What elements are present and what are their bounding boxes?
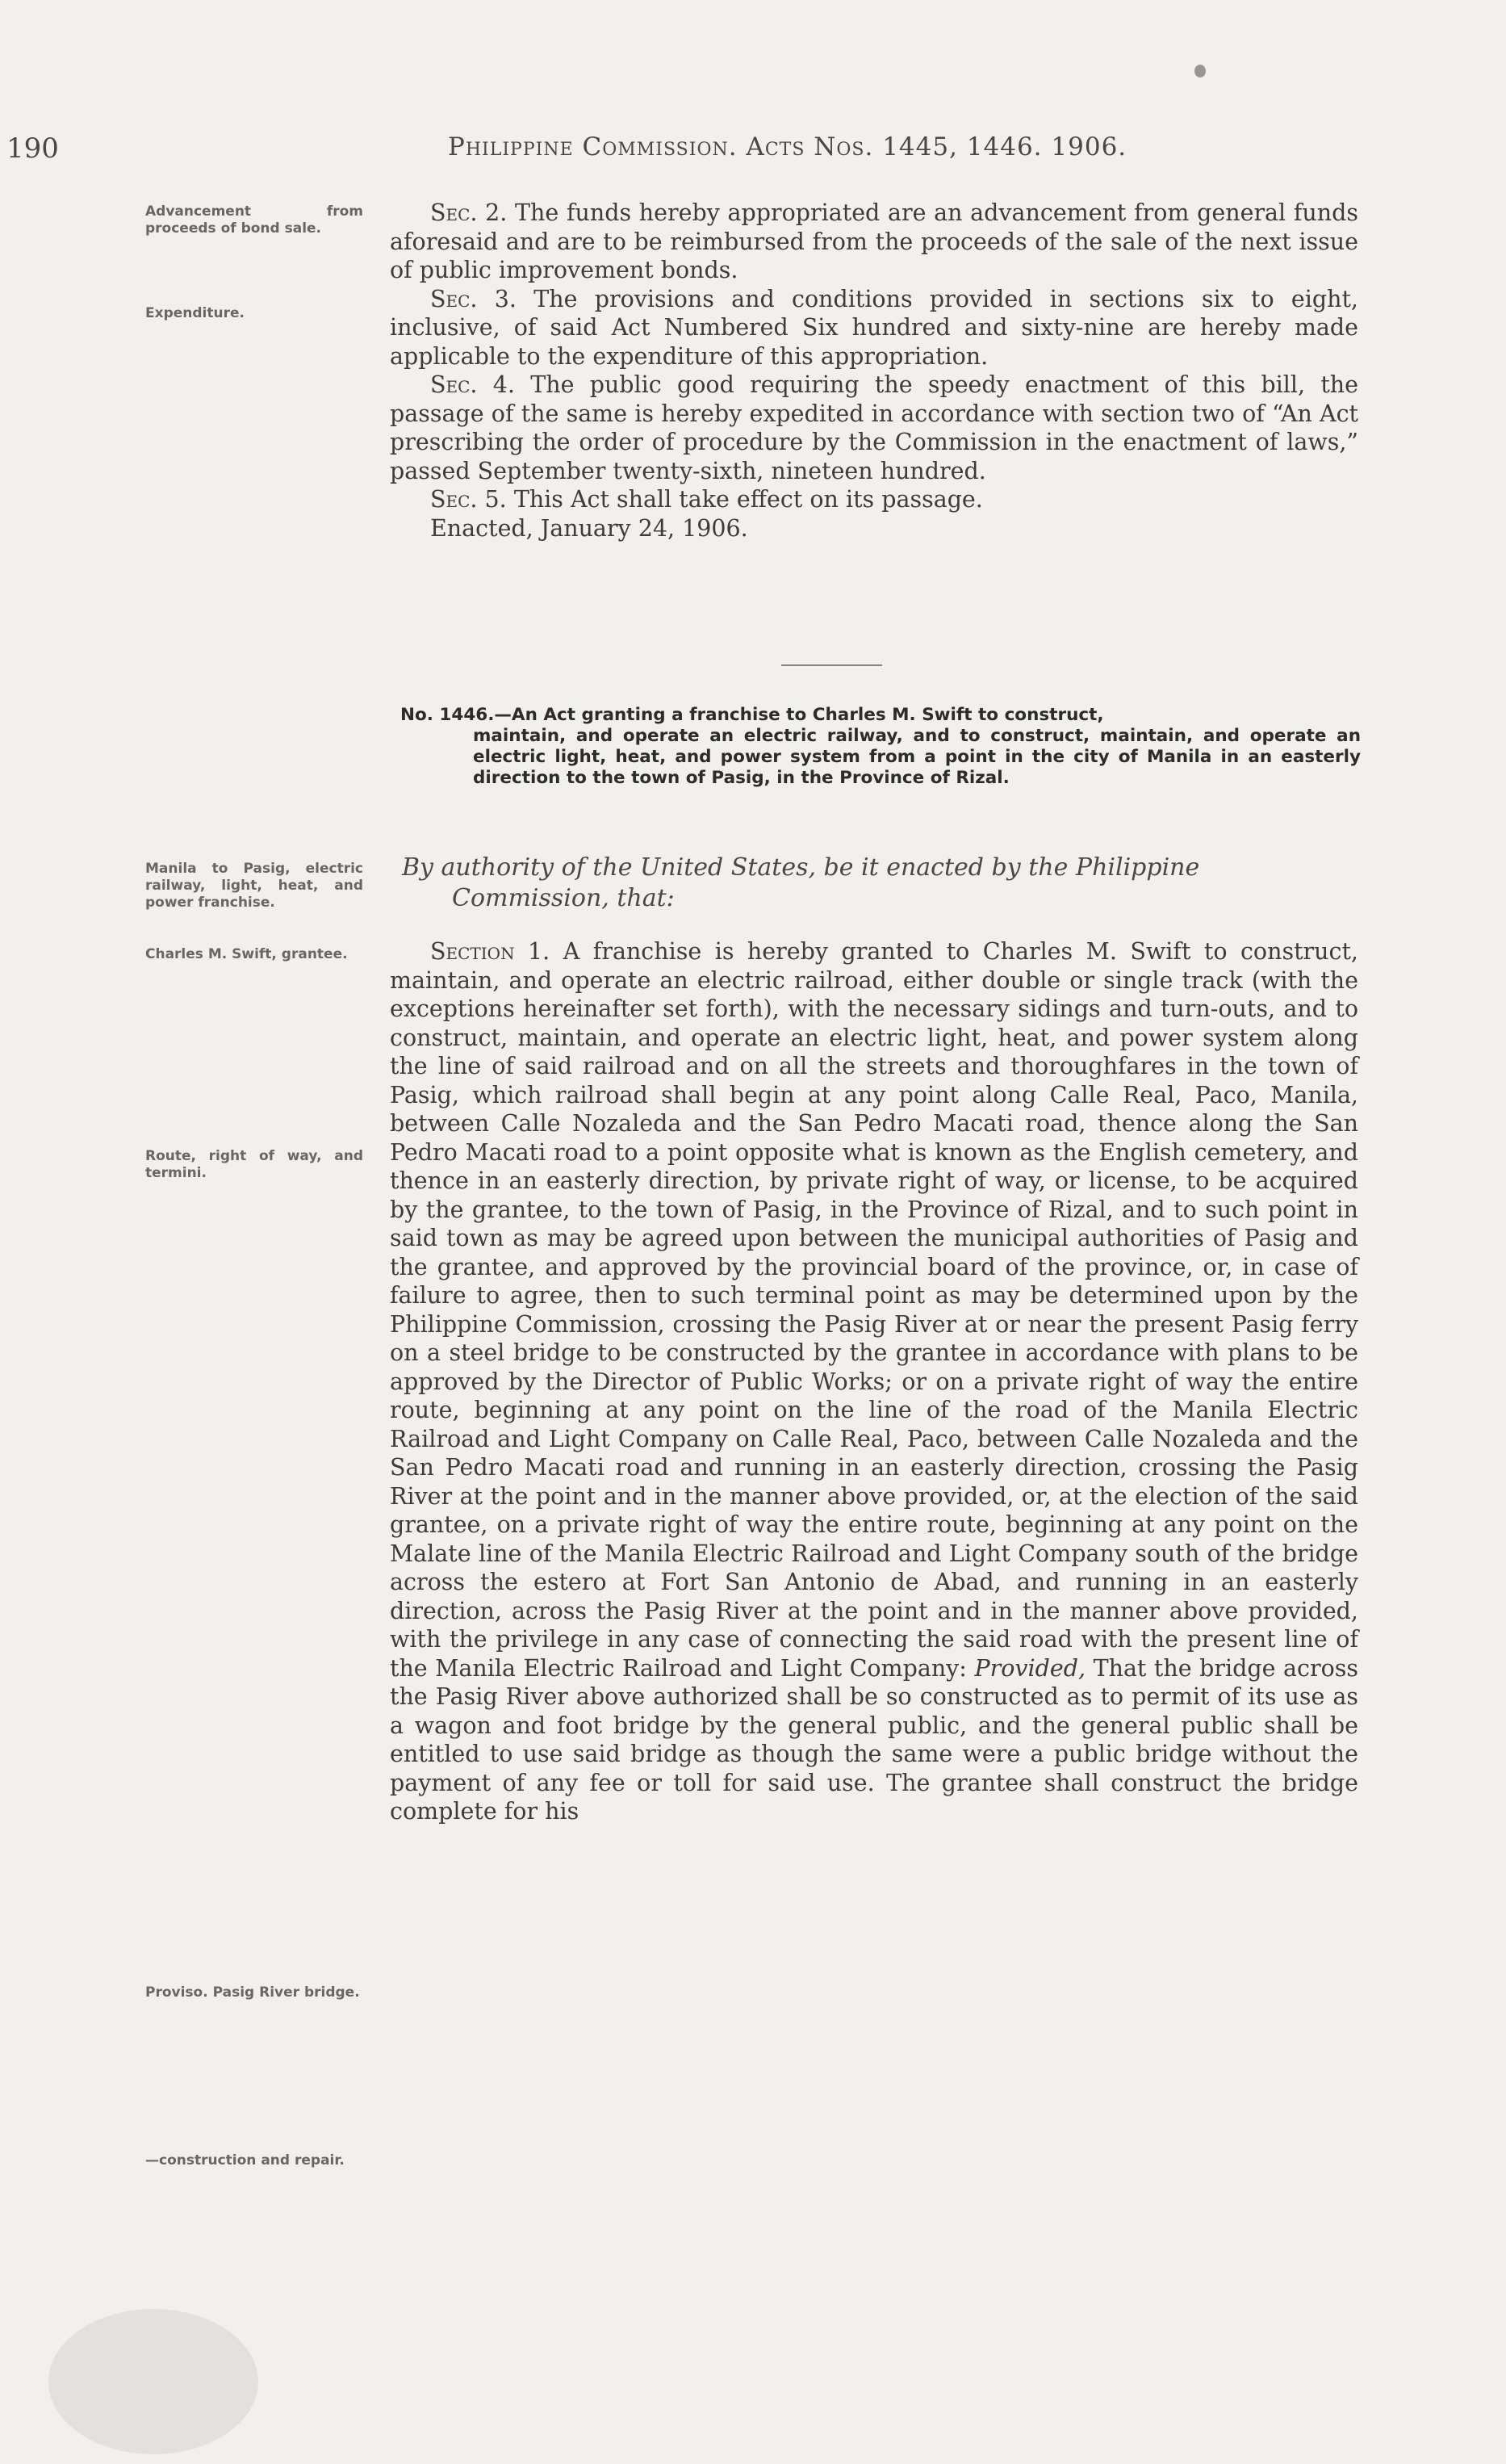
page-header — [0, 121, 1506, 170]
section-5-label: Sec. 5. — [430, 486, 507, 513]
section-4-label: Sec. 4. — [430, 371, 515, 398]
page-number: 190 — [6, 132, 59, 165]
section-2-text: The funds hereby appropriated are an advancement from general funds aforesaid and are to be reimbursed from the proceeds of the sale of the next issue of public improvement bonds. — [390, 199, 1358, 283]
scan-speck — [1194, 65, 1206, 78]
act-1445-body — [390, 199, 1358, 543]
margin-note-route: Route, right of way, and termini. — [145, 1148, 363, 1181]
act-title-first-line: No. 1446.—An Act granting a franchise to Charles M. Swift to construct, — [400, 705, 1104, 725]
act-title-rest: maintain, and operate an electric railway, and to construct, maintain, and operate an electric light, heat, and power system from a point in the city of Manila in an easterly direction to the town of Pasig, in the Province of Rizal. — [473, 726, 1361, 788]
section-3-text: The provisions and conditions provided in sections six to eight, inclusive, of said Act Numbered Six hundred and sixty-nine are hereby made applicable to the expenditure of this appropriation. — [390, 285, 1358, 370]
running-head: Philippine Commission. Acts Nos. 1445, 1446. 1906. — [448, 132, 1127, 161]
margin-note-expenditure: Expenditure. — [145, 305, 245, 321]
section-2-label: Sec. 2. — [430, 199, 508, 226]
act-1446-title — [400, 705, 1361, 789]
section-2 — [390, 199, 1358, 285]
enacting-line-1: By authority of the United States, be it enacted by the Philippine — [402, 853, 1200, 882]
proviso-word: Provided, — [974, 1654, 1086, 1682]
enacting-clause — [402, 853, 1362, 914]
section-1-proviso-text: That the bridge across the Pasig River above authorized shall be so constructed as to permit of its use as a wagon and foot bridge by the general public, and the general public shall be entitled to use said bridge as though the same were a public bridge without the payment of any fee or toll for said use. The grantee shall construct the bridge complete for his — [390, 1654, 1359, 1825]
section-1-text: A franchise is hereby granted to Charles M. Swift to construct, maintain, and operate an electric railroad, either double or single track (with the exceptions hereinafter set forth), with the necessary sidings and turn-outs, and to construct, maintain, and operate an electric light, heat, and power system along the line of said railroad and on all the streets and thoroughfares in the town of Pasig, which railroad shall begin at any point along Calle Real, Paco, Manila, between Calle Nozaleda and the San Pedro Macati road, thence along the San Pedro Macati road to a point opposite what is known as the English cemetery, and thence in an easterly direction, by private right of way, or license, to be acquired by the grantee, to the town of Pasig, in the Province of Rizal, and to such point in said town as may be agreed upon between the municipal authorities of Pasig and the grantee, and approved by the provincial board of the province, or, in case of failure to agree, then to such terminal point as may be determined upon by the Philippine Commission, crossing the Pasig River at or near the present Pasig ferry on a steel bridge to be constructed by the grantee in accordance with plans to be approved by the Director of Public Works; or on a private right of way the entire route, beginning at any point on the line of the road of the Manila Electric Railroad and Light Company on Calle Real, Paco, between Calle Nozaleda and the San Pedro Macati road and running in an easterly direction, crossing the Pasig River at the point and in the manner above provided, or, at the election of the said grantee, on a private right of way the entire route, beginning at any point on the Malate line of the Manila Electric Railroad and Light Company south of the bridge across the estero at Fort San Antonio de Abad, and running in an easterly direction, across the Pasig River at the point and in the manner above provided, with the privilege in any case of connecting the said road with the present line of the Manila Electric Railroad and Light Company: — [390, 938, 1358, 1682]
section-divider — [781, 664, 882, 666]
section-4 — [390, 371, 1358, 485]
margin-note-proviso: Proviso. Pasig River bridge. — [145, 1984, 360, 2001]
section-5-text: This Act shall take effect on its passage. — [513, 486, 983, 513]
margin-note-franchise: Manila to Pasig, electric railway, light, heat, and power franchise. — [145, 861, 363, 911]
scan-stain — [48, 2309, 258, 2454]
act-1446-body — [390, 937, 1358, 1826]
margin-note-construction: —construction and repair. — [145, 2152, 345, 2169]
section-3-label: Sec. 3. — [430, 285, 517, 312]
section-1 — [390, 937, 1358, 1826]
margin-note-grantee: Charles M. Swift, grantee. — [145, 946, 348, 962]
section-1-label: Section 1. — [430, 938, 550, 965]
section-3 — [390, 285, 1358, 371]
section-5 — [390, 485, 1358, 514]
enacting-line-2: Commission, that: — [452, 884, 675, 912]
margin-note-advancement: Advancement from proceeds of bond sale. — [145, 203, 363, 237]
section-4-text: The public good requiring the speedy enactment of this bill, the passage of the same is hereby expedited in accordance with section two of “An Act prescribing the order of procedure by the Commission in the enactment of laws,” passed September twenty-sixth, nineteen hundred. — [390, 371, 1358, 484]
enacted-date: Enacted, January 24, 1906. — [430, 514, 748, 542]
